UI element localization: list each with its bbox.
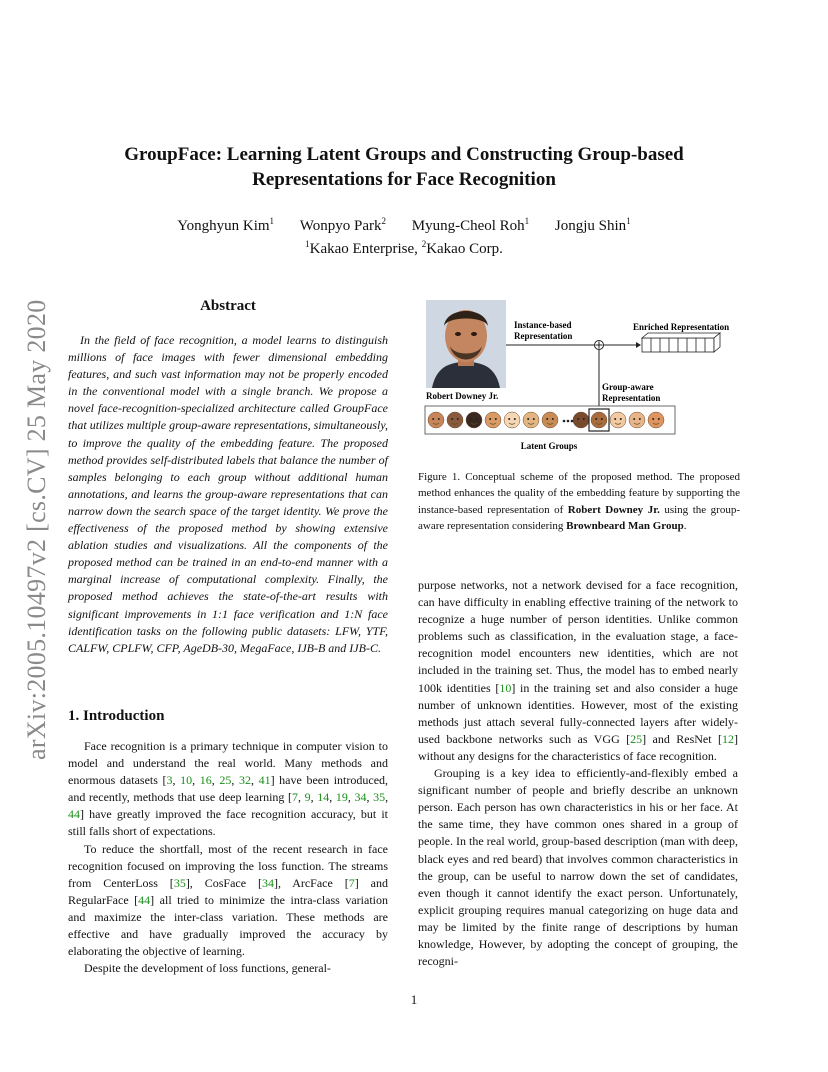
paper-title xyxy=(90,142,718,192)
paragraph: Face recognition is a primary technique in computer vision to model and understand the real world. Many methods and enormous datasets [3, 10, 16, 25, 32, 41] have been introduced, and recently, methods that use deep learning [7, 9, 14, 19, 34, 35, 44] have greatly improved the face recognition accuracy, but it still falls short of expectations. xyxy=(68,739,389,839)
citation-link[interactable]: 35 xyxy=(373,790,386,805)
author-list xyxy=(90,218,718,235)
introduction-right-column xyxy=(418,577,738,970)
embedding-vector xyxy=(642,333,720,352)
group-label-line-2: Representation xyxy=(602,393,661,403)
citation-link[interactable]: 7 xyxy=(348,875,355,890)
latent-groups-label: Latent Groups xyxy=(520,441,578,451)
group-face-icon xyxy=(523,412,539,428)
abstract-body xyxy=(68,332,388,657)
person-name-label: Robert Downey Jr. xyxy=(426,391,499,401)
citation-link[interactable]: 34 xyxy=(354,790,367,805)
paragraph: Grouping is a key idea to efficiently-and-flexibly embed a significant number of people and briefly describe an unknown person. Each person has own characteristics in his or her face. At the same time, they have common ones shared in a group of people. In the real world, group-based description (man with deep, black eyes and red beard) that involves common characteristics in the group, can be useful to narrow down the set of candidates, even though it cannot identify the exact person. Unfortunately, explicit grouping requires manual categorizing on huge data and may be limited by the finite range of descriptions by human knowledge, However, by adopting the concept of grouping, the recogni- xyxy=(418,766,738,969)
group-face-icon xyxy=(629,412,645,428)
author-affil-mark: 1 xyxy=(269,216,275,226)
author-affil-mark: 1 xyxy=(524,216,530,226)
citation-link[interactable]: 44 xyxy=(138,892,151,907)
group-face-icon xyxy=(542,412,558,428)
paragraph: Despite the development of loss functions, general- xyxy=(84,961,331,976)
abstract-text: In the field of face recognition, a model learns to distinguish millions of face images with fewer dimensional embedding features, and such vast information may not be properly encoded in the conventional model with a single branch. We propose a novel face-recognition-specialized architecture called GroupFace that utilizes multiple group-aware representations, simultaneously, to improve the quality of the embedding feature. The proposed method provides self-distributed labels that balance the number of samples belonging to each group without additional human annotations, and learns the group-aware representations that can narrow down the search space of the target identity. We prove the effectiveness of the proposed method by showing extensive ablation studies and visualizations. All the components of the proposed method can be trained in an end-to-end manner with a marginal increase of computational complexity. Finally, the proposed method achieves the state-of-the-art results with significant improvements in 1:1 face verification and 1:N face identification tasks on the following public datasets: LFW, YTF, CALFW, CPLFW, CFP, AgeDB-30, MegaFace, IJB-B and IJB-C. xyxy=(68,333,388,655)
citation-link[interactable]: 3 xyxy=(166,773,173,788)
introduction-left-column xyxy=(68,738,388,977)
citation-link[interactable]: 14 xyxy=(317,790,330,805)
author xyxy=(555,218,631,234)
figure-1-caption: Figure 1. Conceptual scheme of the proposed method. The proposed method enhances the quality of the embedding feature by supporting the instance-based representation of Robert Downey Jr. using the group-aware representation considering Brownbeard Man Group. xyxy=(418,471,740,532)
figure-1-diagram xyxy=(418,298,740,456)
affiliation-1: Kakao Enterprise, xyxy=(309,241,422,257)
citation-link[interactable]: 7 xyxy=(292,790,299,805)
arxiv-identifier-stamp: arXiv:2005.10497v2 [cs.CV] 25 May 2020 xyxy=(22,299,51,760)
abstract-heading: Abstract xyxy=(200,298,256,314)
enriched-label: Enriched Representation xyxy=(633,322,730,332)
paragraph: purpose networks, not a network devised for a face recognition, can have difficulty in enabling effective training of the network to recognize a huge number of person identities. Unlike common problems such as classification, in the evaluation stage, a face-recognition model encounters new identities, which are not included in the training set. Thus, the model has to embed nearly 100k identities [10] in the training set and also consider a huge number of unknown identities. However, most of the existing methods just attach several fully-connected layers after widely-used backbone networks such as VGG [25] and ResNet [12] without any designs for the characteristics of face recognition. xyxy=(418,578,738,763)
author-name: Wonpyo Park xyxy=(299,218,382,234)
citation-link[interactable]: 9 xyxy=(304,790,311,805)
affil-mark: 2 xyxy=(421,239,427,249)
citation-link[interactable]: 32 xyxy=(238,773,251,788)
author-name: Yonghyun Kim xyxy=(177,218,270,234)
citation-link[interactable]: 41 xyxy=(258,773,271,788)
author-affil-mark: 1 xyxy=(626,216,631,226)
paragraph: To reduce the shortfall, most of the recent research in face recognition focused on improving the loss function. The streams from CenterLoss [35], CosFace [34], ArcFace [7] and RegularFace [44] all tried to minimize the intra-class variation and maximize the inter-class variation. These methods are effective and have gradually improved the accuracy by elaborating the objective of learning. xyxy=(68,841,388,959)
face-emoji-row xyxy=(428,412,664,428)
group-face-icon xyxy=(610,412,626,428)
citation-link[interactable]: 25 xyxy=(630,731,643,746)
author-name: Jongju Shin xyxy=(554,218,627,234)
citation-link[interactable]: 44 xyxy=(68,807,80,822)
instance-label-line-1: Instance-based xyxy=(514,320,572,330)
instance-label-line-2: Representation xyxy=(514,331,573,341)
citation-link[interactable]: 34 xyxy=(261,875,274,890)
group-face-icon xyxy=(466,412,482,428)
group-face-icon xyxy=(591,412,607,428)
author-affil-mark: 2 xyxy=(381,216,386,226)
group-face-icon xyxy=(428,412,444,428)
citation-link[interactable]: 19 xyxy=(335,790,348,805)
title-line-1: GroupFace: Learning Latent Groups and Constructing Group-based xyxy=(124,144,684,165)
page-number: 1 xyxy=(410,992,418,1007)
citation-link[interactable]: 10 xyxy=(499,680,512,695)
introduction-heading: 1. Introduction xyxy=(68,708,165,724)
group-face-icon xyxy=(573,412,589,428)
citation-link[interactable]: 35 xyxy=(173,875,186,890)
group-label-line-1: Group-aware xyxy=(602,382,654,392)
group-face-icon xyxy=(504,412,520,428)
portrait-photo xyxy=(426,300,506,388)
group-face-icon xyxy=(485,412,501,428)
author xyxy=(177,218,274,234)
arrowhead xyxy=(636,342,641,348)
title-line-2: Representations for Face Recognition xyxy=(252,169,556,190)
author-name: Myung-Cheol Roh xyxy=(411,218,525,234)
author xyxy=(412,218,529,234)
citation-link[interactable]: 16 xyxy=(199,773,212,788)
author xyxy=(300,218,386,234)
affiliations xyxy=(90,241,718,258)
citation-link[interactable]: 25 xyxy=(219,773,232,788)
affil-mark: 1 xyxy=(305,239,310,249)
citation-link[interactable]: 12 xyxy=(721,731,734,746)
affiliation-2: Kakao Corp. xyxy=(426,241,503,257)
group-face-icon xyxy=(447,412,463,428)
ellipsis-dots xyxy=(563,420,574,423)
citation-link[interactable]: 10 xyxy=(180,773,193,788)
group-face-icon xyxy=(648,412,664,428)
